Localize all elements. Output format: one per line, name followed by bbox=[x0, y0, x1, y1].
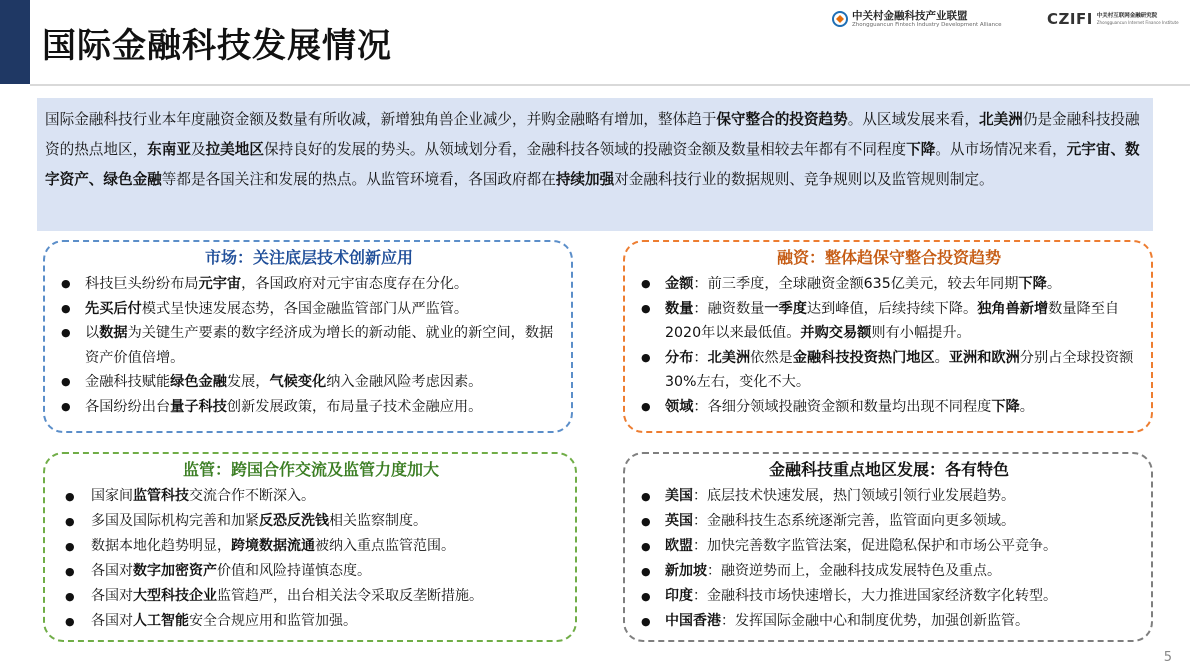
item-key: 英国 bbox=[665, 513, 693, 529]
summary-text: 及 bbox=[190, 141, 206, 158]
item-highlight: 下降 bbox=[1018, 276, 1047, 292]
list-item bbox=[637, 584, 1141, 609]
alliance-logo-icon bbox=[832, 11, 848, 27]
item-text: 价值和风险持谨慎态度。 bbox=[217, 563, 371, 579]
institute-name-cn: 中关村互联网金融研究院 bbox=[1096, 13, 1158, 19]
item-text: 各国对 bbox=[91, 613, 133, 629]
list-item bbox=[637, 484, 1141, 509]
summary-text: 对金融科技行业的数据规则、竞争规则以及监管规则制定。 bbox=[614, 171, 994, 188]
item-text: 依然是 bbox=[750, 349, 793, 366]
item-text: ： bbox=[693, 349, 708, 366]
summary-highlight: 东南亚 bbox=[147, 141, 191, 158]
item-text: 国家间 bbox=[91, 488, 133, 504]
alliance-name-cn: 中关村金融科技产业联盟 bbox=[852, 9, 968, 22]
list-item bbox=[57, 559, 565, 584]
item-text: 则有小幅提升。 bbox=[871, 325, 971, 341]
item-text: 创新发展政策，布局量子技术金融应用。 bbox=[226, 398, 483, 415]
finance-list bbox=[637, 272, 1141, 419]
item-text: 被纳入重点监管范围。 bbox=[315, 538, 455, 554]
list-item bbox=[57, 272, 561, 297]
item-text: 各国对 bbox=[91, 588, 133, 604]
list-item bbox=[57, 395, 561, 420]
title-accent-bar bbox=[0, 0, 30, 84]
item-key: 新加坡 bbox=[665, 563, 707, 579]
item-key: 数量 bbox=[665, 300, 694, 317]
institute-name-en: Zhongguancun Internet Finance Institute bbox=[1096, 20, 1179, 25]
list-item bbox=[57, 321, 561, 370]
item-highlight: 反恐反洗钱 bbox=[259, 513, 329, 529]
item-text: 各国对 bbox=[91, 563, 133, 579]
item-key: 美国 bbox=[665, 488, 693, 504]
regulation-list bbox=[57, 484, 565, 634]
item-text: ：融资逆势而上，金融科技成发展特色及重点。 bbox=[707, 563, 1001, 579]
item-text: 发展， bbox=[226, 374, 270, 390]
item-highlight: 大型科技企业 bbox=[133, 588, 217, 604]
title-divider bbox=[30, 84, 1190, 86]
item-text: 交流合作不断深入。 bbox=[189, 488, 315, 504]
list-item bbox=[57, 297, 561, 322]
item-text: 数量降至自2020年以来最低值。 bbox=[665, 300, 1120, 341]
item-highlight: 并购交易额 bbox=[800, 325, 872, 341]
summary-highlight: 保守整合的投资趋势 bbox=[716, 111, 848, 128]
list-item bbox=[637, 609, 1141, 634]
summary-text: 仍是金融科技投融资的热点地区， bbox=[45, 111, 1140, 158]
item-key: 中国香港 bbox=[665, 613, 721, 629]
item-text: 安全合规应用和监管加强。 bbox=[189, 613, 357, 629]
market-box-title: 市场：关注底层技术创新应用 bbox=[204, 248, 413, 267]
item-highlight: 人工智能 bbox=[133, 613, 189, 629]
item-text: 纳入金融风险考虑因素。 bbox=[326, 374, 483, 390]
summary-highlight: 北美洲 bbox=[979, 111, 1023, 128]
item-text: 。 bbox=[1046, 276, 1062, 292]
item-text: ：各细分领域投融资金额和数量均出现不同程度 bbox=[693, 398, 992, 415]
list-item bbox=[57, 509, 565, 534]
item-text: 以 bbox=[85, 325, 100, 341]
region-list bbox=[637, 484, 1141, 634]
item-key: 金额 bbox=[665, 276, 694, 292]
item-highlight: 独角兽新增 bbox=[977, 300, 1049, 317]
item-key: 印度 bbox=[665, 588, 693, 604]
item-highlight: 元宇宙 bbox=[198, 276, 242, 292]
item-text: 各国纷纷出台 bbox=[85, 398, 171, 415]
item-highlight: 数据 bbox=[99, 325, 128, 341]
item-text: 金融科技赋能 bbox=[85, 374, 171, 390]
finance-box-title: 融资：整体趋保守整合投资趋势 bbox=[776, 248, 1001, 267]
market-box bbox=[43, 240, 573, 433]
summary-text: 保持良好的发展的势头。从领域划分看，金融科技各领域的投融资金额及数量相较去年都有不同程度 bbox=[263, 141, 907, 158]
summary-text: 国际金融科技行业本年度融资金额及数量有所收减，新增独角兽企业减少，并购金融略有增加，整体趋于 bbox=[45, 111, 717, 128]
item-text: 模式呈快速发展态势，各国金融监管部门从严监管。 bbox=[141, 300, 469, 317]
item-highlight: 绿色金融 bbox=[170, 374, 227, 390]
item-text: 监管趋严，出台相关法令采取反垄断措施。 bbox=[217, 588, 483, 604]
item-highlight: 气候变化 bbox=[269, 374, 327, 390]
item-highlight: 监管科技 bbox=[133, 488, 189, 504]
regulation-box bbox=[43, 452, 577, 642]
item-key: 领域 bbox=[665, 398, 694, 415]
item-text: ：加快完善数字监管法案，促进隐私保护和市场公平竞争。 bbox=[693, 538, 1057, 554]
item-text: ：融资数量 bbox=[693, 300, 765, 317]
item-text: 科技巨头纷纷布局 bbox=[85, 276, 199, 292]
item-key: 分布 bbox=[665, 349, 694, 366]
item-highlight: 北美洲 bbox=[707, 349, 751, 366]
item-text: 分别占全球投资额30%左右，变化不大。 bbox=[665, 349, 1134, 390]
item-text: 相关监察制度。 bbox=[329, 513, 427, 529]
summary-text: 。从区域发展来看， bbox=[847, 111, 980, 128]
region-box bbox=[623, 452, 1153, 642]
alliance-logo bbox=[832, 6, 1002, 32]
item-text: ，各国政府对元宇宙态度存在分化。 bbox=[241, 276, 469, 292]
item-text: ：发挥国际金融中心和制度优势，加强创新监管。 bbox=[721, 613, 1029, 629]
alliance-name-en: Zhongguancun Fintech Industry Development Alliance bbox=[852, 21, 1002, 28]
list-item bbox=[57, 484, 565, 509]
item-text: ：金融科技生态系统逐渐完善，监管面向更多领域。 bbox=[693, 513, 1015, 529]
item-highlight: 下降 bbox=[991, 398, 1020, 415]
list-item bbox=[57, 370, 561, 395]
item-highlight: 先买后付 bbox=[85, 300, 142, 317]
summary-highlight: 下降 bbox=[906, 141, 936, 158]
item-key: 欧盟 bbox=[665, 538, 693, 554]
item-highlight: 亚洲和欧洲 bbox=[948, 349, 1020, 366]
region-box-title: 金融科技重点地区发展：各有特色 bbox=[768, 460, 1009, 479]
item-text: 。 bbox=[1019, 398, 1034, 415]
summary-text: 等都是各国关注和发展的热点。从监管环境看，各国政府都在 bbox=[161, 171, 556, 188]
item-text: ：前三季度，全球融资金额635亿美元，较去年同期 bbox=[693, 276, 1019, 292]
summary-highlight: 持续加强 bbox=[555, 171, 615, 188]
page-number: 5 bbox=[1163, 650, 1172, 665]
list-item bbox=[637, 395, 1141, 420]
summary-highlight: 拉美地区 bbox=[205, 141, 264, 158]
list-item bbox=[637, 534, 1141, 559]
list-item bbox=[637, 297, 1141, 346]
list-item bbox=[637, 346, 1141, 395]
list-item bbox=[57, 584, 565, 609]
item-highlight: 跨境数据流通 bbox=[231, 538, 315, 554]
item-text: 。 bbox=[934, 349, 949, 366]
item-highlight: 量子科技 bbox=[170, 398, 227, 415]
item-highlight: 数字加密资产 bbox=[133, 563, 217, 579]
item-highlight: 金融科技投资热门地区 bbox=[792, 349, 935, 366]
list-item bbox=[637, 509, 1141, 534]
finance-box bbox=[623, 240, 1153, 433]
summary-highlight: 元宇宙、数字资产、绿色金融 bbox=[45, 141, 1140, 188]
institute-logo bbox=[1047, 6, 1179, 32]
summary-panel bbox=[37, 98, 1153, 231]
item-text: ：金融科技市场快速增长，大力推进国家经济数字化转型。 bbox=[693, 588, 1057, 604]
regulation-box-title: 监管：跨国合作交流及监管力度加大 bbox=[182, 460, 439, 479]
item-text: ：底层技术快速发展，热门领域引领行业发展趋势。 bbox=[693, 488, 1015, 504]
item-text: 多国及国际机构完善和加紧 bbox=[91, 513, 259, 529]
item-text: 为关键生产要素的数字经济成为增长的新动能、就业的新空间，数据资产价值倍增。 bbox=[85, 325, 554, 366]
page-title: 国际金融科技发展情况 bbox=[42, 26, 392, 66]
list-item bbox=[57, 609, 565, 634]
list-item bbox=[637, 272, 1141, 297]
institute-logo-mark: CZIFI bbox=[1047, 10, 1093, 28]
list-item bbox=[57, 534, 565, 559]
summary-text: 。从市场情况来看， bbox=[935, 141, 1067, 158]
item-text: 达到峰值，后续持续下降。 bbox=[806, 300, 978, 317]
market-list bbox=[57, 272, 561, 419]
item-highlight: 一季度 bbox=[764, 300, 807, 317]
item-text: 数据本地化趋势明显， bbox=[91, 538, 231, 554]
list-item bbox=[637, 559, 1141, 584]
